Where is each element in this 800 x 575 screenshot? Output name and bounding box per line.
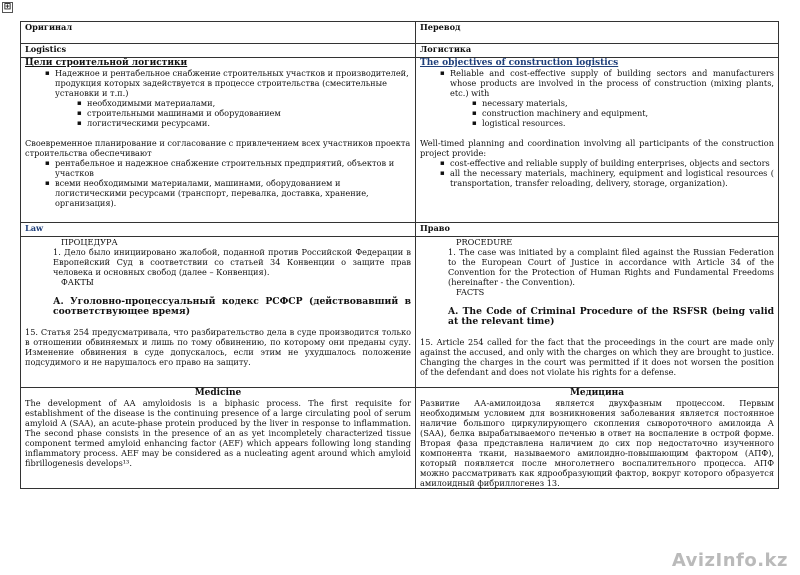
logistics-ru-cell: [21, 58, 416, 223]
logistics-ru-bullets: [25, 158, 411, 208]
logistics-content-row: [21, 58, 779, 223]
law-content-row: [21, 237, 779, 388]
list-item: ▪ Reliable and cost-effective supply of building sectors and manufacturers whose products are involved in the process of construction (mixing plants, etc.) with: [420, 68, 774, 98]
list-item: ▪ строительными машинами и оборудованием: [25, 108, 411, 118]
list-item: ▪ всеми необходимыми материалами, машинами, оборудованием и логистическими ресурсами (транспорт, перевалка, доставка, хранение, организация).: [25, 178, 411, 208]
law-ru-procedure: ПРОЦЕДУРА: [61, 237, 118, 247]
medicine-label-en: Medicine: [194, 388, 242, 398]
logistics-en-bullets: [420, 158, 774, 188]
law-label-en: Law: [21, 223, 416, 237]
list-item: ▪ рентабельное и надежное снабжение строительных предприятий, объектов и участков: [25, 158, 411, 178]
logistics-label-row: [21, 44, 779, 58]
law-label-row: [21, 223, 779, 237]
logistics-label-en: Logistics: [21, 44, 416, 58]
logistics-label-ru: Логистика: [416, 44, 779, 58]
law-en-code: A. The Code of Criminal Procedure of the RSFSR (being valid at the relevant time): [448, 306, 774, 327]
list-item: ▪ логистическими ресурсами.: [25, 118, 411, 128]
logistics-ru-list: [25, 68, 411, 128]
table-anchor-icon[interactable]: ⊞: [3, 2, 12, 12]
logistics-ru-title: Цели строительной логистики: [25, 58, 188, 68]
law-ru-cell: [21, 237, 416, 388]
law-label-ru: Право: [416, 223, 779, 237]
medicine-ru-text: Развитие АА-амилоидоза является двухфазным процессом. Первым необходимым условием для возникновения заболевания является постоянное наличие большого циркулирующего скопления сывороточного амилоида А (SAA), белка вырабатываемого печенью в ответ на воспаление в острой форме. Вторая фаза представлена наличием до сих пор недостаточно изученного компонента ткани, называемого амилоидно-повышающим фактором (АПФ), который появляется после многолетнего воспалительного процесса. АПФ можно рассматривать как ядрообразующий фактор, вокруг которого образуется амилоидный фибриллогенез 13.: [420, 398, 774, 488]
logistics-en-cell: [416, 58, 779, 223]
list-item: ▪ all the necessary materials, machinery, equipment and logistical resources ( transportation, transfer reloading, delivery, storage, organization).: [420, 168, 774, 188]
header-row: [21, 22, 779, 44]
list-item: ▪ logistical resources.: [420, 118, 774, 128]
list-item: ▪ необходимыми материалами,: [25, 98, 411, 108]
list-item: ▪ necessary materials,: [420, 98, 774, 108]
header-original: Оригинал: [21, 22, 416, 44]
medicine-en-cell: [21, 388, 416, 489]
law-ru-article: 15. Статья 254 предусматривала, что разбирательство дела в суде производится только в отношении обвиняемых и лишь по тому обвинению, по которому они преданы суду. Изменение обвинения в суде допускалось, если этим не ухудшалось положение подсудимого и не нарушалось его право на защиту.: [25, 327, 411, 367]
list-item: ▪ Надежное и рентабельное снабжение строительных участков и производителей, продукция которых задействуется в процессе строительства (смесительные установки и т.п.): [25, 68, 411, 98]
law-en-cell: [416, 237, 779, 388]
medicine-ru-cell: [416, 388, 779, 489]
law-ru-case: 1. Дело было инициировано жалобой, поданной против Российской Федерации в Европейский Суд в соответствии со статьей 34 Конвенции о защите прав человека и основных свобод (далее – Конвенция).: [53, 247, 411, 277]
medicine-label-ru: Медицина: [569, 388, 625, 398]
medicine-en-text: The development of AA amyloidosis is a biphasic process. The first requisite for establishment of the disease is the continuing presence of a large circulating pool of serum amyloid A (SAA), an acute-phase protein produced by the liver in response to inflammation. The second phase consists in the presence of an as yet incompletely characterized tissue component termed amyloid enhancing factor (AEF) which appears following long standing inflammatory process. AEF may be considered as a nucleating agent around which amyloid fibrillogenesis develops¹³.: [25, 398, 411, 468]
logistics-ru-para: Своевременное планирование и согласование с привлечением всех участников проекта строительства обеспечивают: [25, 138, 411, 158]
logistics-en-title: The objectives of construction logistics: [420, 58, 619, 68]
site-watermark: AvizInfo.kz: [671, 550, 788, 571]
law-ru-code: А. Уголовно-процессуальный кодекс РСФСР (действовавший в соответствующее время): [53, 296, 411, 317]
law-en-article: 15. Article 254 called for the fact that the proceedings in the court are made only against the accused, and only with the charges on which they are brought to justice. Changing the charges in the court was permitted if it does not worsen the position of the defendant and does not violate his rights for a defense.: [420, 337, 774, 377]
list-item: ▪ cost-effective and reliable supply of building enterprises, objects and sectors: [420, 158, 774, 168]
translation-table: [20, 21, 779, 489]
law-en-facts: FACTS: [456, 287, 485, 297]
medicine-row: [21, 388, 779, 489]
header-translation: Перевод: [416, 22, 779, 44]
law-ru-facts: ФАКТЫ: [61, 277, 94, 287]
logistics-en-para: Well-timed planning and coordination involving all participants of the construction project provide:: [420, 138, 774, 158]
law-en-procedure: PROCEDURE: [456, 237, 513, 247]
logistics-en-list: [420, 68, 774, 128]
list-item: ▪ construction machinery and equipment,: [420, 108, 774, 118]
law-en-case: 1. The case was initiated by a complaint filed against the Russian Federation to the European Court of Justice in accordance with Article 34 of the Convention for the Protection of Human Rights and Fundamental Freedoms (hereinafter - the Convention).: [448, 247, 774, 287]
